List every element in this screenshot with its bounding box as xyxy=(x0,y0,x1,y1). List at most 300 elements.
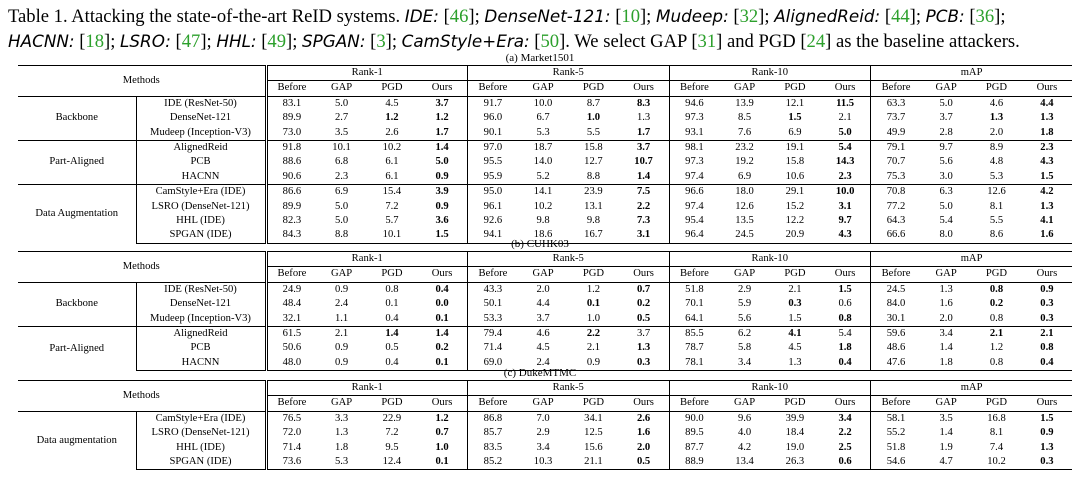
value-cell: 1.1 xyxy=(334,312,349,324)
value-cell: 48.4 xyxy=(266,297,316,311)
header-row xyxy=(18,252,1072,267)
value-cell: 1.0 xyxy=(586,312,601,324)
column-header: Before xyxy=(669,396,719,411)
best-value: 0.0 xyxy=(435,298,449,310)
value-cell: 95.0 xyxy=(468,185,518,200)
value-cell: 50.1 xyxy=(468,297,518,311)
value-cell xyxy=(1022,141,1072,156)
value-cell: 95.9 xyxy=(468,170,518,185)
value-cell: 59.6 xyxy=(871,327,921,342)
metric-group-header: Rank-1 xyxy=(266,381,468,396)
value-cell: 8.8 xyxy=(316,228,366,243)
value-cell: 10.1 xyxy=(316,141,366,156)
table-subtitle: (c) DukeMTMC xyxy=(503,367,577,379)
value-cell: 10.0 xyxy=(518,96,568,111)
caption-citation: 46 xyxy=(449,6,469,27)
value-cell: 1.2 xyxy=(989,342,1004,354)
value-cell: 5.0 xyxy=(334,215,349,227)
best-value: 7.3 xyxy=(636,215,651,227)
best-value: 3.6 xyxy=(435,215,449,227)
value-cell: 82.3 xyxy=(266,214,316,228)
value-cell: 6.1 xyxy=(385,156,399,168)
method-name: LSRO (DenseNet-121) xyxy=(136,200,266,214)
best-value: 4.2 xyxy=(1040,186,1054,198)
value-cell: 77.2 xyxy=(871,200,921,214)
column-header: Ours xyxy=(431,268,453,280)
value-cell xyxy=(619,441,669,455)
value-cell: 9.8 xyxy=(586,215,601,227)
method-name: Mudeep (Inception-V3) xyxy=(136,312,266,327)
best-value: 1.4 xyxy=(385,328,399,340)
value-cell: 97.3 xyxy=(669,111,719,125)
column-header: PGD xyxy=(784,82,806,94)
best-value: 2.2 xyxy=(586,328,601,340)
value-cell: 5.4 xyxy=(820,327,870,342)
value-cell xyxy=(1022,455,1072,470)
table-row xyxy=(18,111,1072,125)
table-row xyxy=(18,327,1072,342)
value-cell: 97.0 xyxy=(468,141,518,156)
column-header: Before xyxy=(468,81,518,96)
value-cell xyxy=(971,327,1021,342)
column-header: PGD xyxy=(985,397,1008,409)
value-cell: 1.3 xyxy=(636,112,651,124)
value-cell: 12.6 xyxy=(735,200,754,212)
value-cell: 96.6 xyxy=(669,185,719,200)
value-cell: 7.4 xyxy=(989,441,1004,453)
best-value: 10.0 xyxy=(835,186,855,198)
value-cell: 78.7 xyxy=(669,341,719,355)
value-cell: 92.6 xyxy=(468,214,518,228)
category-label: Backbone xyxy=(18,96,136,140)
value-cell: 10.2 xyxy=(367,141,417,156)
value-cell xyxy=(619,200,669,214)
value-cell: 86.8 xyxy=(468,411,518,426)
value-cell: 47.6 xyxy=(871,356,921,371)
caption-method-name: SPGAN: xyxy=(302,31,366,51)
value-cell: 98.1 xyxy=(669,141,719,156)
value-cell xyxy=(820,441,870,455)
value-cell: 6.3 xyxy=(921,185,971,200)
value-cell xyxy=(367,111,417,125)
value-cell xyxy=(1022,155,1072,169)
value-cell: 0.8 xyxy=(971,356,1021,371)
value-cell: 5.0 xyxy=(316,96,366,111)
value-cell: 2.1 xyxy=(586,342,601,354)
table-row xyxy=(18,297,1072,311)
value-cell: 70.7 xyxy=(871,155,921,169)
caption-citation: 10 xyxy=(621,6,640,27)
column-header: PGD xyxy=(784,397,806,409)
value-cell: 5.3 xyxy=(536,126,550,138)
value-cell: 51.8 xyxy=(871,441,921,455)
value-cell: 2.8 xyxy=(939,126,953,138)
column-header: Before xyxy=(468,396,518,411)
caption-method-name: HHL: xyxy=(216,31,257,51)
caption-citation: 3 xyxy=(376,31,386,52)
best-value: 4.1 xyxy=(788,328,802,340)
value-cell: 8.7 xyxy=(568,96,618,111)
value-cell: 55.2 xyxy=(871,426,921,440)
table-row xyxy=(18,170,1072,185)
best-value: 1.2 xyxy=(435,112,449,124)
best-value: 5.0 xyxy=(435,156,449,168)
best-value: 1.8 xyxy=(1040,126,1054,138)
method-name: AlignedReid xyxy=(136,141,266,156)
best-value: 7.5 xyxy=(636,186,651,198)
value-cell xyxy=(971,282,1021,297)
column-header: Before xyxy=(871,267,921,282)
value-cell xyxy=(568,297,618,311)
table-row xyxy=(18,282,1072,297)
column-header: Before xyxy=(669,267,719,282)
value-cell: 97.4 xyxy=(669,200,719,214)
header-row xyxy=(18,381,1072,396)
value-cell xyxy=(417,141,467,156)
value-cell: 6.9 xyxy=(316,185,366,200)
value-cell xyxy=(820,200,870,214)
category-label: Part-Aligned xyxy=(18,327,136,371)
best-value: 1.4 xyxy=(636,170,651,182)
value-cell: 3.5 xyxy=(921,411,971,426)
column-header: PGD xyxy=(381,397,403,409)
value-cell xyxy=(1022,312,1072,327)
value-cell: 89.9 xyxy=(266,111,316,125)
value-cell: 4.8 xyxy=(989,156,1004,168)
value-cell xyxy=(770,327,820,342)
value-cell: 9.5 xyxy=(385,441,399,453)
metric-group-header: mAP xyxy=(871,66,1073,81)
value-cell: 2.9 xyxy=(536,427,550,439)
value-cell: 84.0 xyxy=(871,297,921,311)
column-header: GAP xyxy=(935,397,957,409)
value-cell xyxy=(568,327,618,342)
table-row xyxy=(18,185,1072,200)
value-cell: 13.5 xyxy=(735,215,754,227)
best-value: 0.3 xyxy=(1040,312,1054,324)
value-cell: 1.8 xyxy=(921,356,971,371)
value-cell: 85.2 xyxy=(468,455,518,470)
value-cell: 0.4 xyxy=(385,312,399,324)
best-value: 11.5 xyxy=(836,97,855,109)
value-cell: 15.8 xyxy=(568,141,618,156)
value-cell: 18.0 xyxy=(719,185,769,200)
best-value: 2.6 xyxy=(636,412,651,424)
caption-citation: 36 xyxy=(975,6,995,27)
metric-group-header: Rank-1 xyxy=(266,252,468,267)
best-value: 4.4 xyxy=(1040,97,1054,109)
value-cell: 16.8 xyxy=(971,411,1021,426)
caption-citation: 31 xyxy=(697,31,717,52)
value-cell: 0.8 xyxy=(367,282,417,297)
value-cell: 4.2 xyxy=(737,441,752,453)
value-cell: 54.6 xyxy=(871,455,921,470)
value-cell: 13.1 xyxy=(584,200,603,212)
value-cell: 90.6 xyxy=(266,170,316,185)
best-value: 9.7 xyxy=(838,215,852,227)
results-table xyxy=(18,65,1072,244)
value-cell: 5.0 xyxy=(334,200,349,212)
method-name: HHL (IDE) xyxy=(136,441,266,455)
value-cell: 96.4 xyxy=(669,228,719,243)
category-label: Data augmentation xyxy=(18,411,136,470)
methods-header: Methods xyxy=(18,66,266,97)
best-value: 3.1 xyxy=(838,200,852,212)
best-value: 2.1 xyxy=(1040,328,1054,340)
value-cell: 12.2 xyxy=(785,215,805,227)
method-name: DenseNet-121 xyxy=(136,111,266,125)
value-cell xyxy=(1022,200,1072,214)
value-cell xyxy=(1022,341,1072,355)
best-value: 0.4 xyxy=(1040,356,1054,368)
best-value: 2.1 xyxy=(989,328,1004,340)
value-cell xyxy=(619,411,669,426)
value-cell: 79.1 xyxy=(871,141,921,156)
value-cell: 97.3 xyxy=(669,155,719,169)
value-cell: 23.2 xyxy=(719,141,769,156)
value-cell xyxy=(820,126,870,141)
column-header: PGD xyxy=(784,268,806,280)
value-cell: 10.1 xyxy=(367,228,417,243)
value-cell: 4.4 xyxy=(536,298,550,310)
value-cell: 8.1 xyxy=(989,200,1004,212)
value-cell: 6.7 xyxy=(536,112,550,124)
best-value: 1.3 xyxy=(1040,112,1054,124)
value-cell: 66.6 xyxy=(871,228,921,243)
value-cell xyxy=(619,426,669,440)
value-cell: 5.0 xyxy=(939,200,953,212)
method-name: HACNN xyxy=(136,356,266,371)
caption-text: as the baseline attackers. xyxy=(831,31,1020,52)
value-cell: 93.1 xyxy=(669,126,719,141)
caption-method-name: CamStyle+Era: xyxy=(401,31,530,51)
value-cell: 12.5 xyxy=(584,427,603,439)
value-cell xyxy=(770,111,820,125)
table-subtitle: (a) Market1501 xyxy=(505,52,575,64)
value-cell: 91.8 xyxy=(266,141,316,156)
value-cell: 96.1 xyxy=(468,200,518,214)
value-cell: 15.4 xyxy=(367,185,417,200)
value-cell: 21.1 xyxy=(568,455,618,470)
column-header: GAP xyxy=(330,397,353,409)
column-header: GAP xyxy=(532,268,554,280)
method-name: IDE (ResNet-50) xyxy=(136,96,266,111)
value-cell xyxy=(1022,327,1072,342)
value-cell: 70.1 xyxy=(669,297,719,311)
value-cell: 13.9 xyxy=(719,96,769,111)
value-cell: 43.3 xyxy=(468,282,518,297)
value-cell: 6.1 xyxy=(385,170,399,182)
value-cell: 9.8 xyxy=(536,215,550,227)
value-cell: 83.1 xyxy=(266,96,316,111)
value-cell: 8.8 xyxy=(586,170,601,182)
caption-text: We select GAP xyxy=(574,31,692,52)
column-header: Before xyxy=(669,81,719,96)
value-cell xyxy=(619,341,669,355)
method-name: SPGAN (IDE) xyxy=(136,228,266,243)
caption-citation: 44 xyxy=(891,6,910,27)
best-value: 3.1 xyxy=(636,229,651,241)
best-value: 0.7 xyxy=(636,283,651,295)
value-cell: 85.5 xyxy=(669,327,719,342)
value-cell: 71.4 xyxy=(468,341,518,355)
value-cell xyxy=(417,214,467,228)
value-cell: 5.6 xyxy=(737,312,752,324)
metric-group-header: mAP xyxy=(871,381,1073,396)
best-value: 0.9 xyxy=(1040,427,1054,439)
value-cell: 7.6 xyxy=(737,126,752,138)
value-cell: 18.6 xyxy=(518,228,568,243)
value-cell xyxy=(417,111,467,125)
best-value: 0.3 xyxy=(788,298,802,310)
method-name: PCB xyxy=(136,341,266,355)
value-cell: 32.1 xyxy=(266,312,316,327)
column-header: Before xyxy=(266,267,316,282)
value-cell xyxy=(1022,297,1072,311)
value-cell xyxy=(417,441,467,455)
best-value: 2.2 xyxy=(636,200,651,212)
value-cell xyxy=(820,170,870,185)
value-cell: 4.7 xyxy=(921,455,971,470)
column-header: GAP xyxy=(935,82,957,94)
value-cell xyxy=(820,96,870,111)
value-cell: 10.2 xyxy=(533,200,553,212)
value-cell xyxy=(417,126,467,141)
caption-method-name: DenseNet-121: xyxy=(484,6,611,26)
table-row xyxy=(18,200,1072,214)
best-value: 0.3 xyxy=(1040,456,1054,468)
value-cell xyxy=(619,282,669,297)
table-row xyxy=(18,141,1072,156)
value-cell xyxy=(1022,214,1072,228)
value-cell: 85.7 xyxy=(468,426,518,440)
value-cell: 49.9 xyxy=(871,126,921,141)
value-cell: 88.6 xyxy=(266,155,316,169)
value-cell xyxy=(820,282,870,297)
value-cell: 5.0 xyxy=(921,96,971,111)
value-cell: 3.5 xyxy=(334,126,349,138)
column-header: Before xyxy=(871,81,921,96)
value-cell: 26.3 xyxy=(770,455,820,470)
best-value: 4.3 xyxy=(1040,156,1054,168)
value-cell xyxy=(417,96,467,111)
value-cell: 7.0 xyxy=(518,411,568,426)
value-cell: 5.9 xyxy=(737,298,752,310)
best-value: 1.3 xyxy=(989,112,1004,124)
best-value: 1.5 xyxy=(435,229,449,241)
value-cell: 10.6 xyxy=(785,170,805,182)
value-cell xyxy=(619,155,669,169)
best-value: 0.3 xyxy=(636,356,651,368)
value-cell: 12.7 xyxy=(584,156,603,168)
table-row xyxy=(18,455,1072,470)
value-cell xyxy=(1022,96,1072,111)
value-cell: 3.4 xyxy=(719,356,769,371)
method-name: DenseNet-121 xyxy=(136,297,266,311)
column-header: Before xyxy=(266,81,316,96)
value-cell: 94.1 xyxy=(468,228,518,243)
best-value: 1.2 xyxy=(435,412,449,424)
value-cell: 4.5 xyxy=(536,342,550,354)
column-header: PGD xyxy=(582,268,605,280)
table-row xyxy=(18,155,1072,169)
value-cell: 50.6 xyxy=(266,341,316,355)
method-name: AlignedReid xyxy=(136,327,266,342)
column-header: Before xyxy=(871,396,921,411)
caption-citation: 47 xyxy=(181,31,201,52)
best-value: 0.9 xyxy=(435,200,449,212)
value-cell: 5.3 xyxy=(316,455,366,470)
value-cell: 51.8 xyxy=(669,282,719,297)
value-cell: 39.9 xyxy=(770,411,820,426)
value-cell: 58.1 xyxy=(871,411,921,426)
value-cell: 48.6 xyxy=(871,341,921,355)
value-cell xyxy=(619,170,669,185)
value-cell xyxy=(820,341,870,355)
column-header: Ours xyxy=(633,268,654,280)
best-value: 3.4 xyxy=(838,412,852,424)
value-cell xyxy=(1022,170,1072,185)
value-cell: 5.4 xyxy=(939,215,953,227)
value-cell: 19.1 xyxy=(770,141,820,156)
best-value: 0.1 xyxy=(586,298,601,310)
value-cell: 6.9 xyxy=(737,170,752,182)
value-cell: 5.2 xyxy=(536,170,550,182)
value-cell: 12.1 xyxy=(770,96,820,111)
value-cell xyxy=(619,141,669,156)
table-caption: Table 1. Attacking the state-of-the-art ReID systems. IDE: [46]; DenseNet-121: [10]; Mudeep: [32]; AlignedReid: [44]; PCB: [36]; HACNN: [18]; LSRO: [47]; HHL: [49]; SPGAN: [3]; CamStyle+Era: [50]. We select GAP [31] and PGD [24] as the baseline attackers. xyxy=(8,6,1020,52)
value-cell: 0.5 xyxy=(385,342,399,354)
best-value: 1.8 xyxy=(838,342,852,354)
value-cell: 29.1 xyxy=(770,185,820,200)
value-cell: 1.3 xyxy=(921,282,971,297)
best-value: 1.2 xyxy=(385,112,399,124)
best-value: 0.8 xyxy=(989,283,1004,295)
value-cell: 2.9 xyxy=(719,282,769,297)
value-cell: 95.5 xyxy=(468,155,518,169)
best-value: 0.5 xyxy=(636,312,651,324)
value-cell xyxy=(1022,185,1072,200)
value-cell: 22.9 xyxy=(367,411,417,426)
caption-text: and PGD xyxy=(722,31,801,52)
value-cell: 73.0 xyxy=(266,126,316,141)
value-cell: 30.1 xyxy=(871,312,921,327)
metric-group-header: Rank-5 xyxy=(468,381,670,396)
value-cell: 2.0 xyxy=(939,312,953,324)
best-value: 0.1 xyxy=(435,312,449,324)
value-cell xyxy=(770,297,820,311)
best-value: 3.7 xyxy=(636,142,651,154)
value-cell xyxy=(820,141,870,156)
column-header: PGD xyxy=(985,268,1008,280)
column-header: GAP xyxy=(532,397,554,409)
best-value: 2.0 xyxy=(636,441,651,453)
value-cell: 3.4 xyxy=(536,441,550,453)
value-cell: 86.6 xyxy=(266,185,316,200)
best-value: 1.7 xyxy=(636,126,651,138)
value-cell xyxy=(619,214,669,228)
results-table xyxy=(18,380,1072,470)
best-value: 1.4 xyxy=(435,328,449,340)
best-value: 1.5 xyxy=(788,112,802,124)
caption-citation: 18 xyxy=(85,31,105,52)
column-header: GAP xyxy=(935,268,957,280)
caption-method-name: PCB: xyxy=(925,6,965,26)
methods-header: Methods xyxy=(18,381,266,412)
value-cell: 4.5 xyxy=(788,342,802,354)
header-row xyxy=(18,66,1072,81)
value-cell: 8.1 xyxy=(989,427,1004,439)
